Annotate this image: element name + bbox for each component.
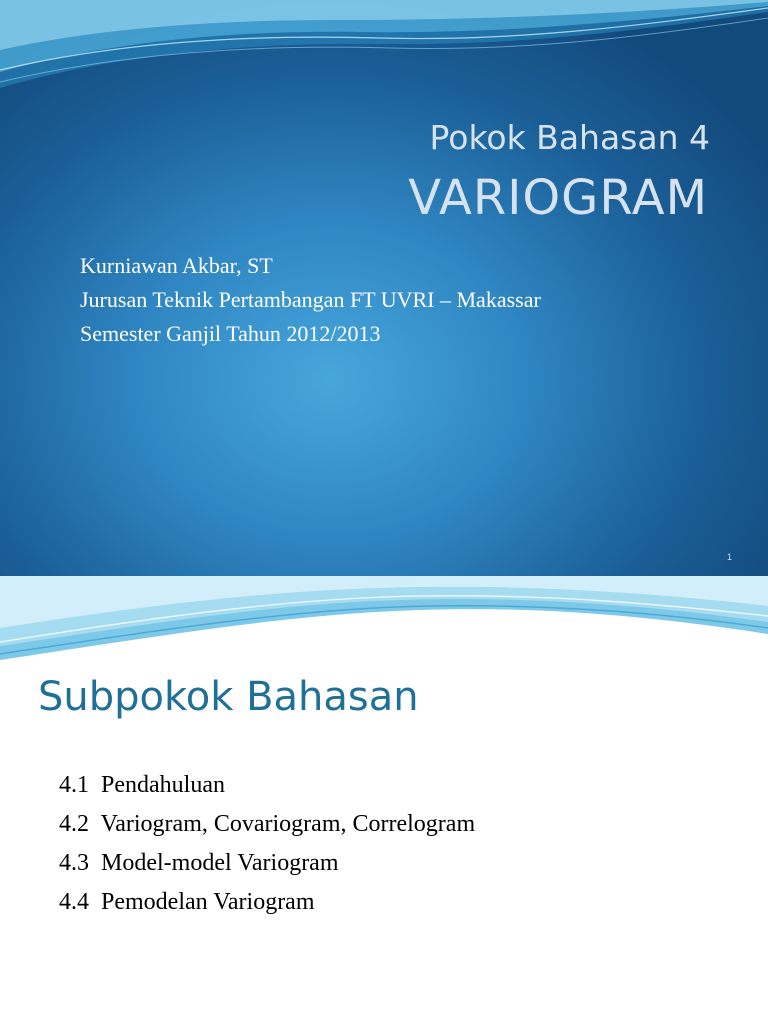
author-name: Kurniawan Akbar, ST	[80, 253, 273, 278]
slide-title-line-2: VARIOGRAM	[408, 170, 708, 226]
slide-title-line-1: Pokok Bahasan 4	[429, 118, 710, 157]
slide-subtitle	[80, 249, 541, 351]
slide-number: 1	[726, 552, 732, 562]
list-item: 4.1 Pendahuluan	[59, 772, 225, 798]
content-slide	[0, 576, 768, 1024]
header-wave-decoration	[0, 576, 768, 666]
semester-line: Semester Ganjil Tahun 2012/2013	[80, 321, 381, 346]
topic-list	[59, 766, 475, 922]
department-line: Jurusan Teknik Pertambangan FT UVRI – Makassar	[80, 287, 541, 312]
top-wave-decoration	[0, 0, 768, 100]
list-item: 4.4 Pemodelan Variogram	[59, 889, 315, 915]
slide-heading: Subpokok Bahasan	[38, 674, 419, 720]
list-item: 4.3 Model-model Variogram	[59, 850, 339, 876]
list-item: 4.2 Variogram, Covariogram, Correlogram	[59, 811, 476, 837]
